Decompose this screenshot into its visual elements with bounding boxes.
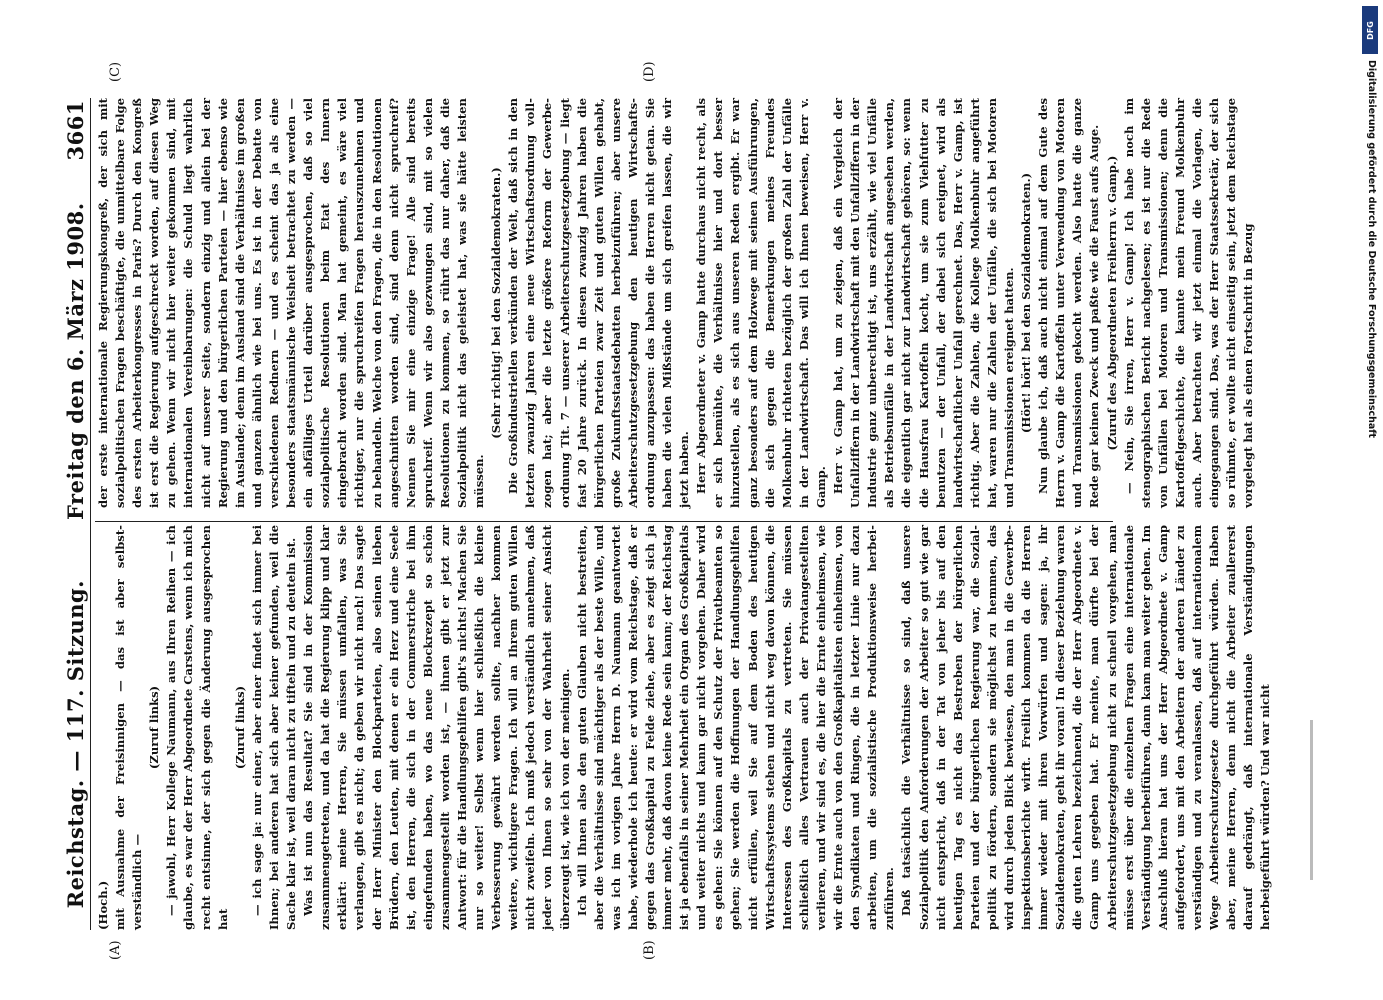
paragraph: (Hört! hört! bei den Sozialdemokraten.) [1019, 172, 1034, 434]
page-header-right [28, 100, 88, 520]
paragraph: Nun glaube ich, daß auch nicht einmal auf dem Gute des Herrn v. Gamp die Kartoffeln unter Verwendung von Motoren und Transmissionen gekocht werden. Also hatte die ganze Rede gar keinen Zweck und paßte wie die Faust aufs Auge. [1036, 98, 1102, 508]
running-head: Reichstag. — 117. Sitzung. [63, 580, 88, 909]
paragraph: (Sehr richtig! bei den Sozialdemokraten.) [489, 167, 504, 439]
paragraph: Herr v. Gamp hat, um zu zeigen, daß ein Vergleich der Unfallziffern in der Landwirtschaft mit den Unfallziffern in der Industrie ganz unberechtigt ist, uns erzählt, wie viel Unfälle als Betriebsunfälle in der Landwirtschaft angesehen werden, die eigentlich gar nicht zur Landwirtschaft gehören, so: wenn die Hausfrau Kartoffeln kocht, um sie zum Viehfutter zu benutzen — der Unfall, der dabei sich ereignet, wird als landwirtschaftlicher Unfall gerechnet. Das, Herr v. Gamp, ist richtig. Aber die Zahlen, die Kollege Molkenbuhr angeführt hat, waren nur die Zahlen der Unfälle, die sich bei Motoren und Transmissionen ereignet hatten. [831, 98, 1016, 508]
paragraph: — jawohl, Herr Kollege Naumann, aus Ihren Reihen — ich glaube, es war der Herr Abgeordnete Carstens, wenn ich mich recht entsinne, der sich gegen die Änderung ausgesprochen hat [164, 525, 230, 930]
paragraph: Daß tatsächlich die Verhältnisse so sind, daß unsere Sozialpolitik den Anforderungen der Arbeiter so gut wie gar nicht entspricht, daß in der Tat von jeher bis auf den heutigen Tag es nicht das Bestreben der bürgerlichen Parteien und der bürgerlichen Regierung war, die Sozialpolitik zu fördern, sondern sie möglichst zu hemmen, das wird durch jeden Blick bewiesen, den man in die Gewerbeinspektionsberichte wirft. Freilich kommen da die Herren immer wieder mit ihren Vorwürfen und sagen: ja, ihr Sozialdemokraten, geht ihr voran! In dieser Beziehung waren die guten Lehren bezeichnend, die der Herr Abgeordnete v. Gamp uns gegeben hat. Er meinte, man dürfte bei der Arbeiterschutzgesetzgebung nicht zu schnell vorgehen, man müsse erst über die einzelnen Fragen eine internationale Verständigung herbeiführen, dann kam man weiter gehen. Im Anschluß hieran hat uns der Herr Abgeordnete v. Gamp aufgefordert, uns mit den Arbeitern der anderen Länder zu verständigen und zu veranlassen, daß auf internationalem Wege Arbeiterschutzgesetze durchgeführt würden. Haben aber, meine Herren, denn nicht die Arbeiter zuallererst darauf gedrängt, daß internationale Verständigungen herbeigeführt würden? Und war nicht [899, 525, 1273, 930]
margin-marker-a: (A) [108, 940, 123, 960]
margin-marker-b: (B) [642, 940, 657, 960]
rotated-page-content [0, 40, 1383, 1000]
paragraph: Ich will Ihnen also den guten Glauben nicht bestreiten, aber die Verhältnisse sind mächtiger als der beste Wille, und was ich im vorigen Jahre Herrn D. Naumann geantwortet habe, wiederhole ich heute: er wird vom Reichstage, daß er gegen das Großkapital zu Felde ziehe, aber es zeigt sich ja immer mehr, daß davon keine Rede sein kann; der Reichstag ist ja ebenfalls in seiner Mehrheit ein Organ des Großkapitals und weiter nichts und kann gar nicht vorgehen. Daher wird es gehen: Sie können auf den Schutz der Privatbeamten so gehen; Sie werden die Hoffnungen der Handlungsgehilfen nicht erfüllen, weil Sie auf dem Boden des heutigen Wirtschaftssystems stehen und nicht weg davon können, die Interessen des Großkapitals zu vertreten. Sie müssen schließlich alles Vertrauen auch der Privatangestellten verlieren, und wir sind es, die hier die Ernte einheimsen, wie wir die Ernte auch von den Großkapitalisten einheimsen, von den Syndikaten und Ringen, die in letzter Linie nur dazu arbeiten, um die sozialistische Produktionsweise herbeizuführen. [574, 525, 897, 930]
paragraph: — Nein, Sie irren, Herr v. Gamp! Ich habe noch im stenographischen Bericht nachgelesen; es ist nur die Rede von Unfällen bei Motoren und Transmissionen; denn die Kartoffelgeschichte, die kannte mein Freund Molkenbuhr auch. Aber betrachten wir jetzt einmal die Vorlagen, die eingegangen sind. Das, was der Herr Staatssekretär, der sich so rühmte, er wollte nicht einseitig sein, jetzt dem Reichstage vorgelegt hat als einen Fortschritt in Bezug [1121, 98, 1256, 508]
session-date: Freitag den 6. März 1908. [63, 202, 88, 520]
paragraph: (Hoch.) [96, 880, 110, 930]
paragraph: — ich sage ja: nur einer, aber einer findet sich immer bei Ihnen; bei anderen hat sich aber keiner gefunden, weil die Sache klar ist, weil daran nicht zu tifteln und zu deuteln ist. [249, 525, 299, 930]
paragraph: Was ist nun das Resultat? Sie sind in der Kommission zusammengetreten, und da hat die Regierung klipp und klar erklärt: meine Herren, Sie müssen umfallen, was Sie verlangen, gibt es nicht; da geben wir nicht nach! Das sagte der Herr Minister den Blockparteien, also seinen lieben Brüdern, den Leuten, mit denen er ein Herz und eine Seele ist, den Herren, die sich in der Commerstriche bei ihm eingefunden haben, wo das neue Blockrezept so schön zusammengestellt worden ist, — ihnen gibt er jetzt zur Antwort: für die Handlungsgehilfen gibt's nichts! Machen Sie nur so weiter! Selbst wenn hier schließlich die kleine Verbesserung gewährt werden sollte, nachher kommen weitere, wichtigere Fragen. Ich will an Ihrem guten Willen nicht zweifeln. Ich muß jedoch verständlich annehmen, daß jeder von Ihnen so sehr von der Wahrheit seiner Ansicht überzeugt ist, wie ich von der meinigen. [301, 525, 572, 930]
paragraph: mit Ausnahme der Freisinnigen — das ist aber selbstverständlich — [113, 525, 145, 930]
paragraph: (Zuruf des Abgeordneten Freiherrn v. Gamp.) [1104, 155, 1119, 451]
column-divider [95, 521, 1113, 522]
paragraph: (Zuruf links) [147, 685, 162, 770]
digitization-credit: Digitalisierung gefördert durch die Deutsche Forschungsgemeinschaft [1366, 60, 1377, 438]
margin-marker-c: (C) [108, 61, 123, 82]
right-text-column [95, 98, 1256, 508]
paragraph: der erste internationale Regierungskongreß, der sich mit sozialpolitischen Fragen beschäftigte, die unmittelbare Folge des ersten Arbeiterkongresses in Paris? Durch den Kongreß ist erst die Regierung aufgeschreckt worden, auf diesen Weg zu gehen. Wenn wir nicht hier weiter gekommen sind, mit internationalen Vereinbarungen: die Schuld liegt wahrlich nicht auf unserer Seite, sondern einzig und allein bei der Regierung und den bürgerlichen Parteien — hier ebenso wie im Auslande; denn im Ausland sind die Verhältnisse im großen und ganzen ähnlich wie bei uns. Es ist in der Debatte von verschiedenen Rednern — und es scheint das ja als eine besonders staatsmännische Weisheit betrachtet zu werden — ein abfälliges Urteil darüber ausgesprochen, daß so viel sozialpolitische Resolutionen beim Etat des Innern eingebracht worden sind. Man hat gemeint, es wäre viel richtiger, nur die spruchreifen Fragen herauszunehmen und zu behandeln. Welche von den Fragen, die in den Resolutionen angeschnitten worden sind, sind denn nicht spruchreif? Nennen Sie mir eine einzige Frage! Alle sind bereits spruchreif. Wenn wir also gezwungen sind, mit so vielen Resolutionen zu kommen, so rührt das nur daher, daß die Sozialpolitik nicht das geleistet hat, was sie hätte leisten müssen. [96, 98, 487, 508]
dfg-logo: DFG [1362, 6, 1378, 54]
scan-smudge [1310, 720, 1313, 880]
page-number: 3661 [63, 100, 88, 161]
paragraph: Herr Abgeordneter v. Gamp hatte durchaus nicht recht, als er sich bemühte, die Verhältnisse hier und dort besser hinzustellen, als es sich aus unseren Reden ergibt. Er war ganz besonders auf dem Holzwege mit seinen Ausführungen, die sich gegen die Bemerkungen meines Freundes Molkenbuhr richteten bezüglich der großen Zahl der Unfälle in der Landwirtschaft. Das will ich Ihnen beweisen, Herr v. Gamp. [694, 98, 828, 508]
margin-marker-d: (D) [642, 61, 657, 82]
page-header-left [28, 540, 88, 928]
header-rule [90, 98, 91, 930]
paragraph: (Zuruf links) [232, 685, 247, 770]
paragraph: Die Großindustriellen verkünden der Welt, daß sich in den letzten zwanzig Jahren eine neue Wirtschaftsordnung vollzogen hat; aber die letzte größere Reform der Gewerbeordnung Tit. 7 — unserer Arbeiterschutzgesetzgebung — liegt fast 20 Jahre zurück. In diesen zwanzig Jahren haben die bürgerlichen Parteien zwar Zeit und guten Willen gehabt, große Zukunftsstaatsdebatten herbeizuführen; aber unsere Arbeiterschutzgesetzgebung den heutigen Wirtschaftsordnung anzupassen: das haben die Herren nicht getan. Sie haben die vielen Mißstände um sich greifen lassen, die wir jetzt haben. [506, 98, 692, 508]
left-text-column [95, 525, 1273, 930]
